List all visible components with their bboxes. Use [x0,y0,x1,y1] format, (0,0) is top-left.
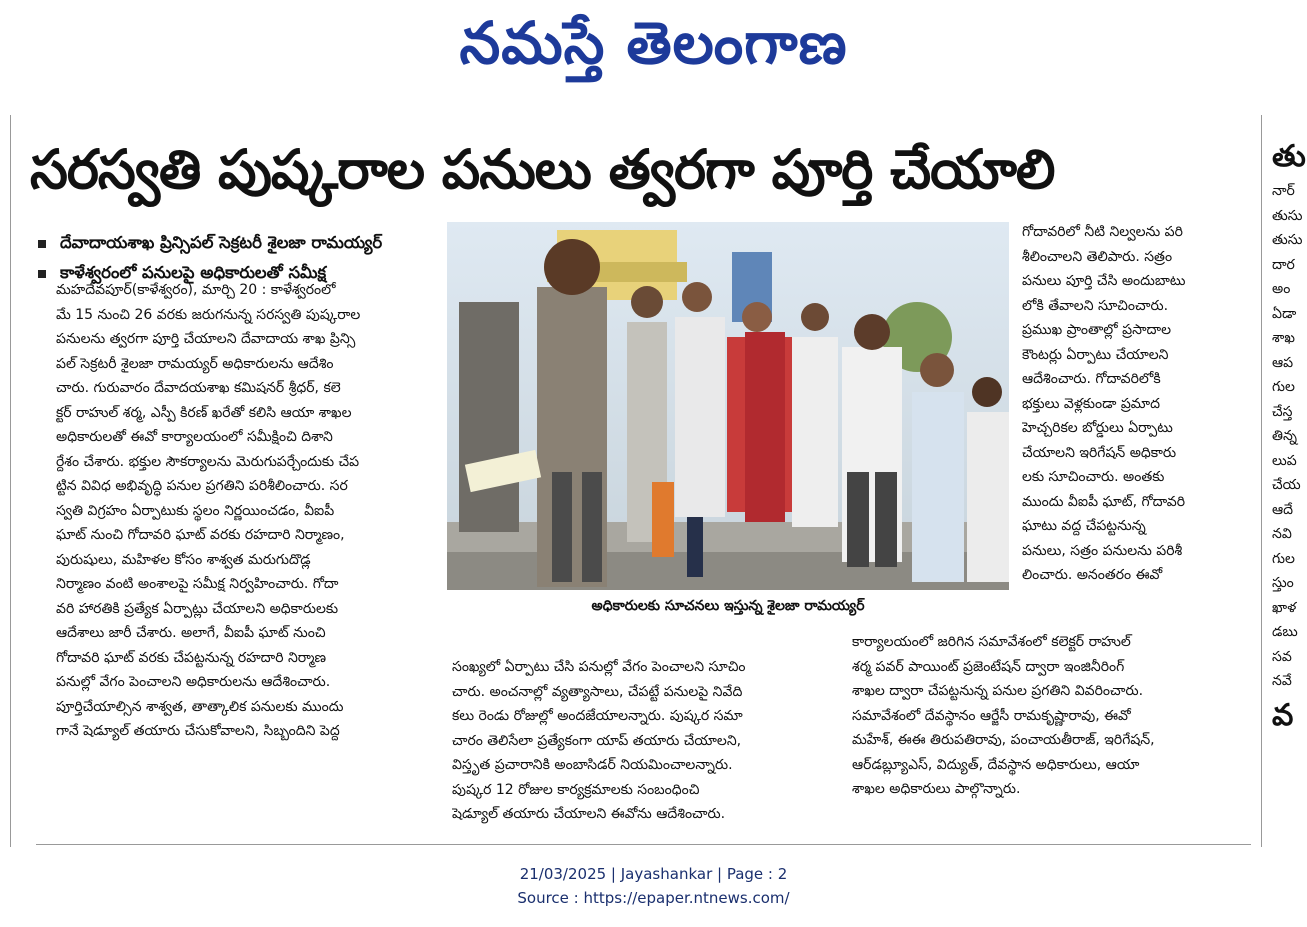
text-line: శాఖల ద్వారా చేపట్టనున్న పనుల ప్రగతిని వివరించారు. [852,683,1144,699]
footer-date-edition: 21/03/2025 | Jayashankar | Page : 2 [519,865,788,883]
fragment-line: డబు [1272,624,1298,640]
news-photo [447,222,1009,590]
text-line: పనుల్లో వేగం పెంచాలని అధికారులను ఆదేశించారు. [56,674,331,690]
bullet-text: దేవాదాయశాఖ ప్రిన్సిపల్ సెక్రటరీ శైలజా రామయ్యర్ [60,233,383,252]
fragment-line: లుప [1272,452,1297,469]
text-line: విస్తృత ప్రచారానికి అంబాసిడర్ నియమించాలన్నారు. [452,757,733,773]
text-line: లోకి తేవాలని సూచించారు. [1022,297,1169,314]
fragment-line: శాఖ [1272,330,1295,346]
bullet-text: కాళేశ్వరంలో పనులపై అధికారులతో సమీక్ష [60,263,327,282]
text-line: పనులు పూర్తి చేసి అందుబాటు [1022,273,1186,289]
article-column-2 [452,655,832,827]
text-line: హెచ్చరికల బోర్డులు ఏర్పాటు [1022,420,1173,436]
fragment-line: ఏడా [1272,305,1297,322]
text-line: ప్రముఖ ప్రాంతాల్లో ప్రసాదాల [1022,322,1172,338]
masthead-logo: నమస్తే తెలంగాణ [459,9,848,77]
text-line: పురుషులు, మహిళల కోసం శాశ్వత మరుగుదొడ్ల [56,551,311,568]
article-column-3 [1022,220,1237,588]
text-line: మే 15 నుంచి 26 వరకు జరుగనున్న సరస్వతి పుష్కరాల [56,306,361,323]
text-line: శర్మ పవర్ పాయింట్ ప్రజెంటేషన్ ద్వారా ఇంజినీరింగ్ [852,658,1125,675]
article-column-4 [852,630,1242,802]
fragment-heading: తు [1272,139,1306,174]
text-line: పల్ సెక్రటరీ శైలజా రామయ్యర్ అధికారులను ఆదేశిం [56,355,334,372]
text-line: గానే షెడ్యూల్ తయారు చేసుకోవాలని, సిబ్బందిని పెద్ద [56,723,340,739]
fragment-line: గుల [1272,379,1295,395]
text-line: ఆదేశించారు. గోదావరిలోకి [1022,371,1161,387]
fragment-line: ఖాళ [1272,599,1297,616]
text-line: కలు రెండు రోజుల్లో అందజేయాలన్నారు. పుష్కర సమా [452,708,743,724]
fragment-line: సవ [1272,648,1292,665]
fragment-line: వ [1272,697,1294,733]
fragment-line: నవి [1272,526,1292,542]
article-column-1 [56,278,420,744]
bullet-item [38,228,438,258]
text-line: లకు సూచించారు. అంతకు [1022,469,1165,485]
text-line: గోదావరి ఘాట్ వరకు చేపట్టనున్న రహదారి నిర్మాణ [56,649,327,666]
fragment-line: నార్ [1272,183,1295,199]
bullet-square-icon [38,240,46,248]
article-headline: సరస్వతి పుష్కరాల పనులు త్వరగా పూర్తి చేయాలి [30,138,1055,201]
text-line: ముందు వీఐపీ ఘాట్, గోదావరి [1022,493,1186,510]
text-line: భక్తులు వెళ్లకుండా ప్రమాద [1022,395,1160,412]
text-line: పుష్కర 12 రోజుల కార్యక్రమాలకు సంబంధించి [452,781,700,798]
photo-illustration [447,222,1009,590]
text-line: చారు. గురువారం దేవాదయశాఖ కమిషనర్ శ్రీధర్, కలె [56,380,341,396]
bullet-square-icon [38,270,46,278]
footer-source-link[interactable]: Source : https://epaper.ntnews.com/ [517,889,790,907]
fragment-line: చేయ [1272,477,1301,493]
fragment-line: చేస్త [1272,403,1293,420]
text-line: ట్టిన వివిధ అభివృద్ధి పనుల ప్రగతిని పరిశీలించారు. సర [56,478,348,494]
text-line: సమావేశంలో దేవస్థానం ఆర్జేసీ రామకృష్ణారావు, ఈవో [852,707,1131,724]
fragment-line: ఆదే [1272,501,1294,518]
text-line: సంఖ్యలో ఏర్పాటు చేసి పనుల్లో వేగం పెంచాలని సూచిం [452,659,746,675]
text-line: లించారు. అనంతరం ఈవో [1022,567,1163,583]
text-line: షెడ్యూల్ తయారు చేయాలని ఈవోను ఆదేశించారు. [452,806,726,822]
text-line: అధికారులతో ఈవో కార్యాలయంలో సమీక్షించి దిశాని [56,429,333,445]
text-line: గోదావరిలో నీటి నిల్వలను పరి [1022,224,1183,240]
adjacent-article-fragment [1272,135,1307,825]
text-line: కార్యాలయంలో జరిగిన సమావేశంలో కలెక్టర్ రాహుల్ [852,634,1131,650]
text-line: చారం తెలిసేలా ప్రత్యేకంగా యాప్ తయారు చేయాలని, [452,732,742,749]
bottom-divider [36,844,1251,845]
fragment-line: తుసు [1272,232,1303,248]
text-line: కౌంటర్లు ఏర్పాటు చేయాలని [1022,346,1169,363]
text-line: పూర్తిచేయాల్సిన శాశ్వత, తాత్కాలిక పనులకు ముందు [56,698,344,715]
text-line: నిర్మాణం వంటి అంశాలపై సమీక్ష నిర్వహించారు. గోదా [56,576,339,592]
fragment-line: దార [1272,256,1295,273]
text-line: మహేశ్, ఈఈ తిరుపతిరావు, పంచాయతీరాజ్, ఇరిగేషన్, [852,732,1155,748]
text-line: పనులు, సత్రం పనులను పరిశీ [1022,542,1183,559]
text-line: వరి హారతికి ప్రత్యేక ఏర్పాట్లు చేయాలని అధికారులకు [56,600,339,617]
text-line: స్వతి విగ్రహం ఏర్పాటుకు స్థలం నిర్ణయించడం, వీఐపీ [56,502,335,519]
text-line: ఆదేశాలు జారీ చేశారు. అలాగే, వీఐపీ ఘాట్ నుంచి [56,625,326,641]
text-line: ఘాటు వద్ద చేపట్టనున్న [1022,518,1146,534]
text-line: ఘాట్ నుంచి గోదావరి ఘాట్ వరకు రహదారి నిర్మాణం, [56,527,345,543]
text-line: క్టర్ రాహుల్ శర్మ, ఎస్పీ కిరణ్ ఖరేతో కలిసి ఆయా శాఖల [56,404,352,421]
fragment-line: గుల [1272,550,1295,567]
fragment-line: ఆప [1272,354,1294,371]
fragment-line: అం [1272,281,1291,297]
fragment-line: స్తుం [1272,575,1294,591]
text-line: పనులను త్వరగా పూర్తి చేయాలని దేవాదాయ శాఖ ప్రిన్సి [56,331,356,347]
text-line: మహదేవపూర్(కాళేశ్వరం), మార్చి 20 : కాళేశ్వరంలో [56,282,336,298]
text-line: చారు. అంచనాల్లో వ్యత్యాసాలు, చేపట్టే పనులపై నివేది [452,683,743,700]
photo-caption: అధికారులకు సూచనలు ఇస్తున్న శైలజా రామయ్యర్ [591,598,865,614]
text-line: చేయాలని ఇరిగేషన్ అధికారు [1022,444,1177,461]
text-line: శాఖల అధికారులు పాల్గొన్నారు. [852,781,1021,797]
text-line: ఆర్‌డబ్ల్యూఎస్, విద్యుత్, దేవస్థాన అధికారులు, ఆయా [852,756,1140,773]
text-line: శీలించాలని తెలిపారు. సత్రం [1022,248,1173,265]
epaper-footer [0,862,1307,910]
text-line: ర్దేశం చేశారు. భక్తుల సౌకర్యాలను మెరుగుపర్చేందుకు చేప [56,453,360,470]
fragment-line: తిన్న [1272,428,1297,444]
fragment-line: నవే [1272,673,1292,689]
fragment-line: తుసు [1272,207,1303,224]
